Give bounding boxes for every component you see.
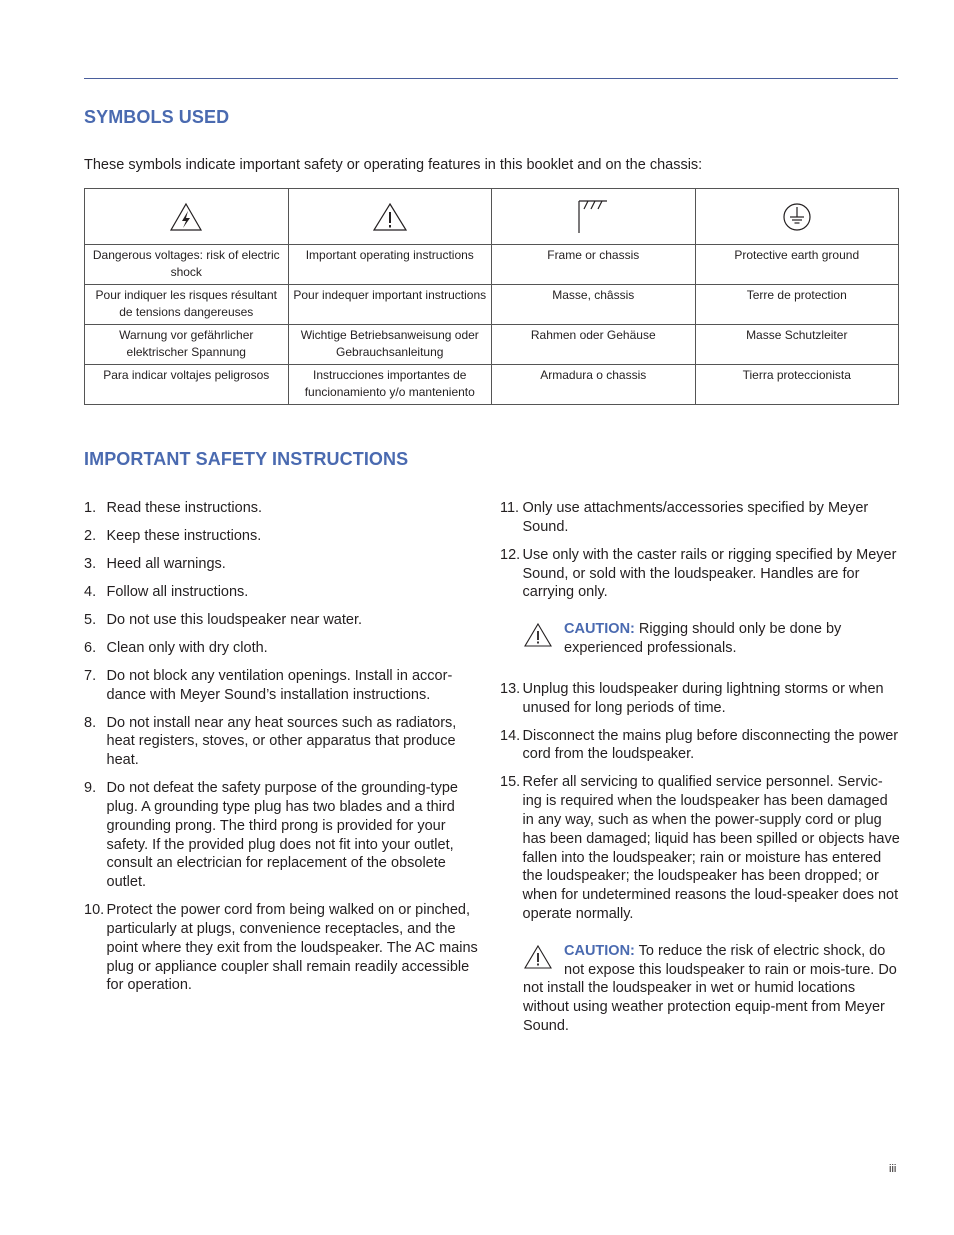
symbols-intro: These symbols indicate important safety or operating features in this booklet and on the chassis: xyxy=(84,157,703,173)
top-rule xyxy=(84,78,898,79)
symbol-desc: Pour indiquer les risques résultant de tensions dangereuses xyxy=(85,285,289,325)
item-text: Keep these instructions. xyxy=(106,527,262,544)
symbol-desc: Warnung vor gefährlicher elektrischer Spannung xyxy=(85,325,289,365)
item-number: 13. xyxy=(500,680,521,697)
item-number: 12. xyxy=(500,546,521,563)
symbol-desc: Armadura o chassis xyxy=(492,365,696,405)
chassis-ground-icon xyxy=(575,197,611,237)
item-number: 15. xyxy=(500,774,521,791)
instruction-item xyxy=(84,667,480,705)
item-text: Only use attachments/accessories specified by Meyer Sound. xyxy=(522,500,869,535)
caution-body: To reduce the risk of electric shock, do not expose this loudspeaker to rain or mois-ture. Do not install the loudspeaker in wet or humid locations without using weather protection equip-ment from Meyer Sound. xyxy=(523,942,897,1034)
symbol-cell xyxy=(695,189,899,245)
safety-column-right xyxy=(500,499,900,1036)
symbol-cell xyxy=(492,189,696,245)
instruction-list xyxy=(84,499,480,995)
instruction-item xyxy=(84,901,480,995)
item-text: Follow all instructions. xyxy=(106,583,249,600)
symbols-row-german xyxy=(85,325,899,365)
item-number: 3. xyxy=(84,555,97,572)
instruction-item xyxy=(500,680,900,718)
item-number: 10. xyxy=(84,902,105,919)
instruction-list xyxy=(500,680,900,924)
caution-label: CAUTION: xyxy=(564,942,635,959)
symbol-desc: Masse, châssis xyxy=(492,285,696,325)
protective-earth-icon xyxy=(781,201,813,233)
item-number: 8. xyxy=(84,714,97,731)
symbol-desc: Pour indequer important instructions xyxy=(288,285,492,325)
instruction-item xyxy=(84,779,480,892)
item-text: Protect the power cord from being walked on or pinched, particularly at plugs, convenience receptacles, and the point where they exit from the loudspeaker. The AC mains plug or appliance coupler shall remain readily accessible for operation. xyxy=(106,902,478,994)
symbol-desc: Para indicar voltajes peligrosos xyxy=(85,365,289,405)
symbols-row-english xyxy=(85,245,899,285)
item-text: Do not install near any heat sources such as radiators, heat registers, stoves, or other apparatus that produce heat. xyxy=(106,714,457,769)
lightning-warning-icon xyxy=(169,202,203,232)
caution-label: CAUTION: xyxy=(564,621,635,638)
item-number: 4. xyxy=(84,583,97,600)
item-number: 5. xyxy=(84,611,97,628)
instruction-item xyxy=(84,639,480,658)
symbols-icon-row xyxy=(85,189,899,245)
caution-body: Rigging should only be done by experienced professionals. xyxy=(564,621,842,656)
symbol-desc: Tierra proteccionista xyxy=(695,365,899,405)
item-number: 1. xyxy=(84,500,97,516)
symbol-cell xyxy=(288,189,492,245)
symbol-desc: Wichtige Betriebsanweisung oder Gebrauchsanleitung xyxy=(288,325,492,365)
item-number: 9. xyxy=(84,780,97,797)
warning-icon xyxy=(523,942,564,978)
instruction-item xyxy=(84,499,480,518)
item-text: Refer all servicing to qualified service personnel. Servic-ing is required when the loudspeaker has been damaged in any way, such as when the power-supply cord or plug has been damaged; liquid has been spilled or objects have fallen into the loudspeaker; rain or moisture has entered the loudspeaker; the loudspeaker has been dropped; or when for undetermined reasons the loud-speaker does not operate normally. xyxy=(522,774,900,922)
symbol-cell xyxy=(85,189,289,245)
symbol-desc: Instrucciones importantes de funcionamiento y/o manteniento xyxy=(288,365,492,405)
instruction-item xyxy=(84,555,480,574)
instruction-item xyxy=(84,714,480,770)
safety-column-left xyxy=(84,499,480,1004)
item-text: Unplug this loudspeaker during lightning storms or when unused for long periods of time. xyxy=(522,680,884,716)
warning-icon xyxy=(523,620,564,658)
instruction-item xyxy=(500,546,900,602)
item-text: Do not defeat the safety purpose of the grounding-type plug. A grounding type plug has two blades and a third grounding prong. The third prong is provided for your safety. If the provided plug does not fit into your outlet, consult an electrician for replacement of the obsolete outlet. xyxy=(106,780,458,891)
symbol-desc: Dangerous voltages: risk of electric shock xyxy=(85,245,289,285)
instruction-item xyxy=(500,727,900,765)
item-text: Do not use this loudspeaker near water. xyxy=(106,611,363,628)
item-number: 14. xyxy=(500,727,521,744)
symbols-row-spanish xyxy=(85,365,899,405)
item-text: Use only with the caster rails or rigging specified by Meyer Sound, or sold with the loudspeaker. Handles are for carrying only. xyxy=(522,546,897,601)
symbol-desc: Protective earth ground xyxy=(695,245,899,285)
symbol-desc: Terre de protection xyxy=(695,285,899,325)
instruction-item xyxy=(500,499,900,537)
symbol-desc: Frame or chassis xyxy=(492,245,696,285)
item-text: Do not block any ventilation openings. Install in accor-dance with Meyer Sound’s installation instructions. xyxy=(106,667,453,703)
instruction-item xyxy=(84,583,480,602)
caution-rigging xyxy=(523,620,900,658)
item-text: Disconnect the mains plug before disconnecting the power cord from the loudspeaker. xyxy=(522,727,899,763)
instruction-item xyxy=(84,611,480,630)
item-number: 6. xyxy=(84,639,97,656)
section-heading-safety: IMPORTANT SAFETY INSTRUCTIONS xyxy=(84,449,409,469)
caution-text xyxy=(564,620,900,658)
item-number: 11. xyxy=(500,500,520,516)
symbol-desc: Important operating instructions xyxy=(288,245,492,285)
symbols-table xyxy=(84,188,899,405)
instruction-item xyxy=(500,773,900,923)
caution-electric-shock xyxy=(523,942,900,1036)
item-number: 2. xyxy=(84,527,97,544)
instruction-list xyxy=(500,499,900,602)
section-heading-symbols: SYMBOLS USED xyxy=(84,107,230,127)
symbols-row-french xyxy=(85,285,899,325)
symbol-desc: Masse Schutzleiter xyxy=(695,325,899,365)
item-number: 7. xyxy=(84,667,97,684)
exclamation-warning-icon xyxy=(372,202,408,232)
item-text: Read these instructions. xyxy=(106,500,263,516)
page-number: iii xyxy=(889,1163,897,1175)
item-text: Heed all warnings. xyxy=(106,555,226,572)
symbol-desc: Rahmen oder Gehäuse xyxy=(492,325,696,365)
item-text: Clean only with dry cloth. xyxy=(106,639,268,656)
instruction-item xyxy=(84,527,480,546)
